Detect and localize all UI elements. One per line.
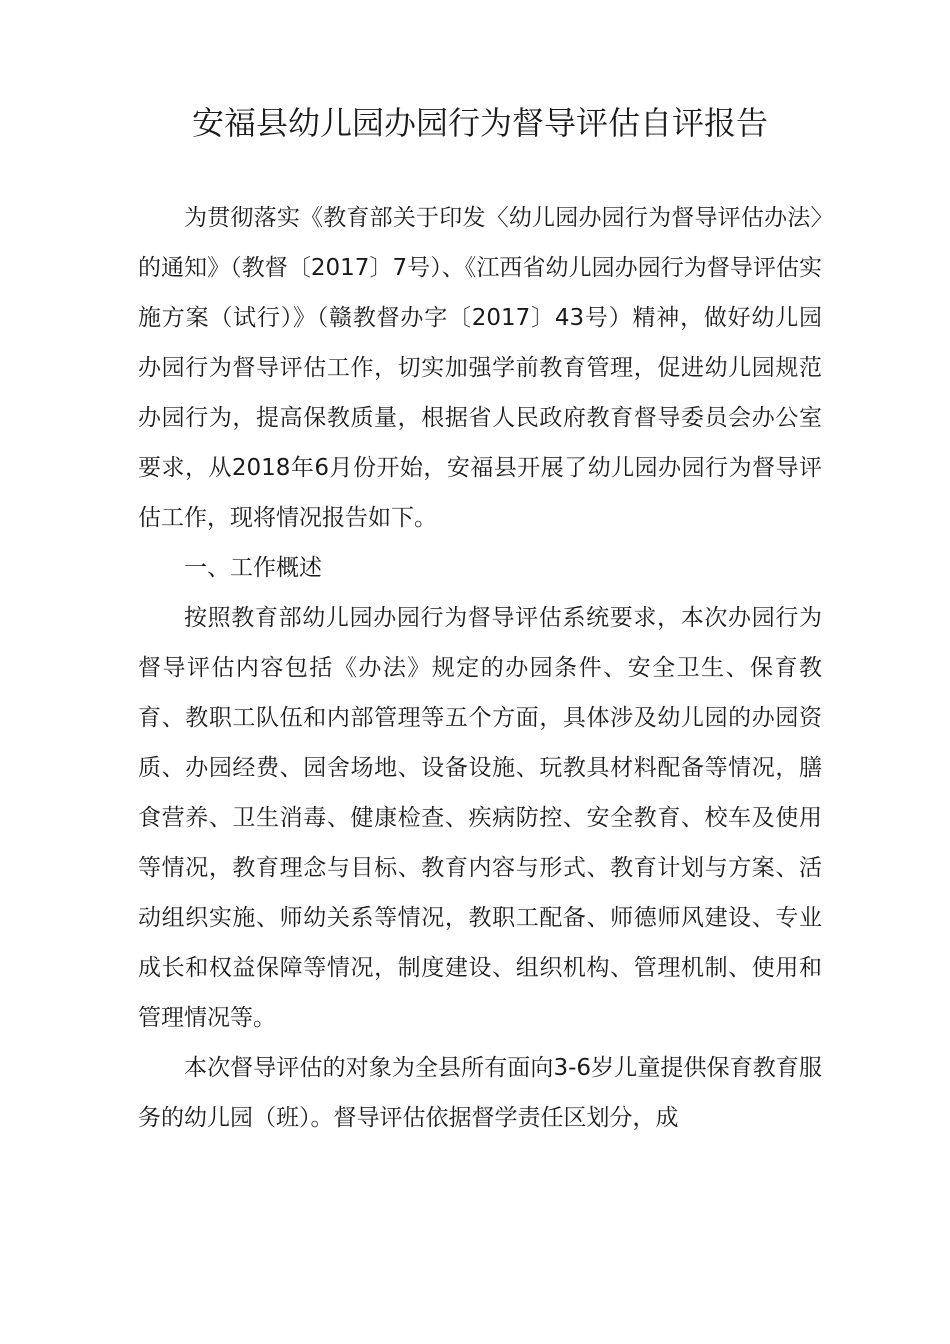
intro-paragraph: 为贯彻落实《教育部关于印发〈幼儿园办园行为督导评估办法〉的通知》（教督〔2017〕7号）、《江西省幼儿园办园行为督导评估实施方案（试行）》（赣教督办字〔2017〕43号）精神，做好幼儿园办园行为督导评估工作，切实加强学前教育管理，促进幼儿园规范办园行为，提高保教质量，根据省人民政府教育督导委员会办公室要求，从2018年6月份开始，安福县开展了幼儿园办园行为督导评估工作，现将情况报告如下。 (138, 205, 822, 531)
document-page (138, 98, 822, 1143)
scope-paragraph: 本次督导评估的对象为全县所有面向3-6岁儿童提供保育教育服务的幼儿园（班）。督导评估依据督学责任区划分，成 (138, 1055, 822, 1131)
section-heading-overview: 一、工作概述 (184, 555, 322, 581)
overview-paragraph: 按照教育部幼儿园办园行为督导评估系统要求，本次办园行为督导评估内容包括《办法》规定的办园条件、安全卫生、保育教育、教职工队伍和内部管理等五个方面，具体涉及幼儿园的办园资质、办园经费、园舍场地、设备设施、玩教具材料配备等情况，膳食营养、卫生消毒、健康检查、疾病防控、安全教育、校车及使用等情况，教育理念与目标、教育内容与形式、教育计划与方案、活动组织实施、师幼关系等情况，教职工配备、师德师风建设、专业成长和权益保障等情况，制度建设、组织机构、管理机制、使用和管理情况等。 (138, 605, 822, 1031)
document-body (138, 193, 822, 1143)
document-title: 安福县幼儿园办园行为督导评估自评报告 (191, 104, 768, 142)
